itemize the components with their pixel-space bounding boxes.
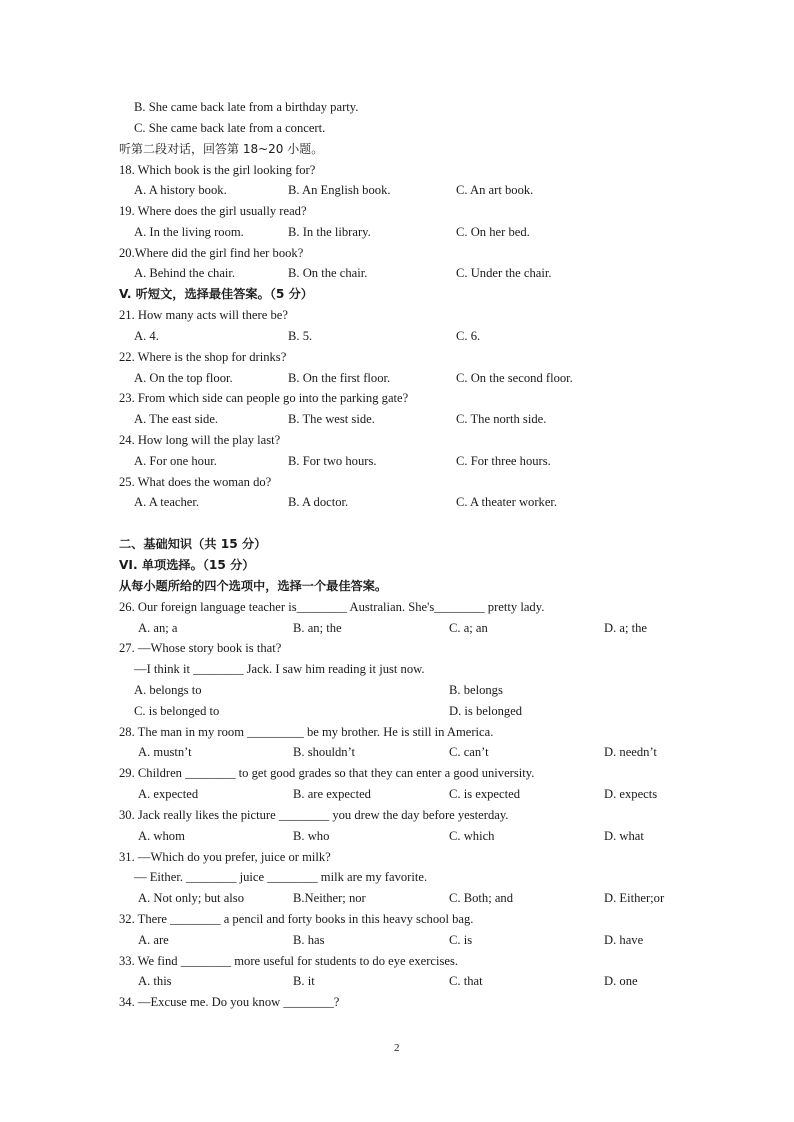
option-a: A. Not only; but also — [138, 891, 244, 905]
option-a: A. 4. — [134, 329, 159, 343]
question-21: 21. How many acts will there be? — [119, 308, 288, 322]
option-b: B. belongs — [449, 683, 503, 697]
option-c: C. On her bed. — [456, 225, 530, 239]
question-34: 34. —Excuse me. Do you know ________? — [119, 995, 340, 1009]
option-line: B. She came back late from a birthday party. — [134, 100, 359, 114]
question-24: 24. How long will the play last? — [119, 433, 281, 447]
option-d: D. have — [604, 933, 644, 947]
section-heading: V. 听短文，选择最佳答案。（5 分） — [119, 287, 313, 301]
instruction-text: 从每小题所给的四个选项中，选择一个最佳答案。 — [119, 579, 388, 593]
option-b: B. A doctor. — [288, 495, 349, 509]
section-heading: VI. 单项选择。（15 分） — [119, 558, 255, 572]
option-d: D. what — [604, 829, 644, 843]
option-a: A. The east side. — [134, 412, 219, 426]
option-b: B. On the first floor. — [288, 371, 391, 385]
option-b: B. has — [293, 933, 325, 947]
option-a: A. an; a — [138, 621, 178, 635]
question-26: 26. Our foreign language teacher is________ Australian. She's________ pretty lady. — [119, 600, 545, 614]
option-c: C. can’t — [449, 745, 489, 759]
option-c: C. a; an — [449, 621, 488, 635]
question-27: 27. —Whose story book is that? — [119, 641, 282, 655]
option-d: D. is belonged — [449, 704, 523, 718]
question-27-reply: —I think it ________ Jack. I saw him reading it just now. — [134, 662, 425, 676]
option-b: B. are expected — [293, 787, 371, 801]
option-line: C. She came back late from a concert. — [134, 121, 326, 135]
option-c: C. which — [449, 829, 495, 843]
option-c: C. is expected — [449, 787, 520, 801]
question-23: 23. From which side can people go into the parking gate? — [119, 391, 409, 405]
option-a: A. A history book. — [134, 183, 227, 197]
option-b: B. The west side. — [288, 412, 375, 426]
part-heading: 二、基础知识（共 15 分） — [119, 537, 267, 551]
option-a: A. On the top floor. — [134, 371, 233, 385]
option-b: B. For two hours. — [288, 454, 377, 468]
option-a: A. whom — [138, 829, 185, 843]
question-30: 30. Jack really likes the picture ________ you drew the day before yesterday. — [119, 808, 509, 822]
question-25: 25. What does the woman do? — [119, 475, 272, 489]
option-c: C. An art book. — [456, 183, 534, 197]
option-d: D. needn’t — [604, 745, 657, 759]
question-22: 22. Where is the shop for drinks? — [119, 350, 287, 364]
option-b: B. In the library. — [288, 225, 371, 239]
option-b: B. it — [293, 974, 315, 988]
option-a: A. are — [138, 933, 169, 947]
option-d: D. expects — [604, 787, 658, 801]
option-b: B. shouldn’t — [293, 745, 356, 759]
option-c: C. For three hours. — [456, 454, 551, 468]
option-a: A. For one hour. — [134, 454, 217, 468]
option-a: A. mustn’t — [138, 745, 192, 759]
option-c: C. On the second floor. — [456, 371, 573, 385]
option-d: D. one — [604, 974, 638, 988]
option-d: D. a; the — [604, 621, 648, 635]
option-b: B. an; the — [293, 621, 342, 635]
question-33: 33. We find ________ more useful for students to do eye exercises. — [119, 954, 459, 968]
option-b: B. 5. — [288, 329, 313, 343]
question-31: 31. —Which do you prefer, juice or milk? — [119, 850, 331, 864]
question-29: 29. Children ________ to get good grades so that they can enter a good university. — [119, 766, 535, 780]
option-b: B. who — [293, 829, 330, 843]
option-b: B. On the chair. — [288, 266, 368, 280]
option-d: D. Either;or — [604, 891, 665, 905]
option-a: A. this — [138, 974, 172, 988]
option-b: B.Neither; nor — [293, 891, 366, 905]
option-b: B. An English book. — [288, 183, 391, 197]
option-c: C. The north side. — [456, 412, 547, 426]
option-c: C. is — [449, 933, 473, 947]
question-31-reply: — Either. ________ juice ________ milk are my favorite. — [134, 870, 428, 884]
question-20: 20.Where did the girl find her book? — [119, 246, 304, 260]
question-32: 32. There ________ a pencil and forty books in this heavy school bag. — [119, 912, 474, 926]
option-c: C. Under the chair. — [456, 266, 552, 280]
question-18: 18. Which book is the girl looking for? — [119, 163, 316, 177]
page-number: 2 — [394, 1042, 400, 1054]
option-c: C. is belonged to — [134, 704, 220, 718]
option-a: A. In the living room. — [134, 225, 244, 239]
option-c: C. A theater worker. — [456, 495, 558, 509]
option-c: C. 6. — [456, 329, 481, 343]
question-28: 28. The man in my room _________ be my brother. He is still in America. — [119, 725, 494, 739]
option-a: A. A teacher. — [134, 495, 200, 509]
instruction-text: 听第二段对话，回答第 18~20 小题。 — [119, 142, 324, 156]
question-19: 19. Where does the girl usually read? — [119, 204, 307, 218]
option-c: C. Both; and — [449, 891, 514, 905]
option-a: A. Behind the chair. — [134, 266, 236, 280]
option-c: C. that — [449, 974, 483, 988]
option-a: A. belongs to — [134, 683, 202, 697]
option-a: A. expected — [138, 787, 199, 801]
